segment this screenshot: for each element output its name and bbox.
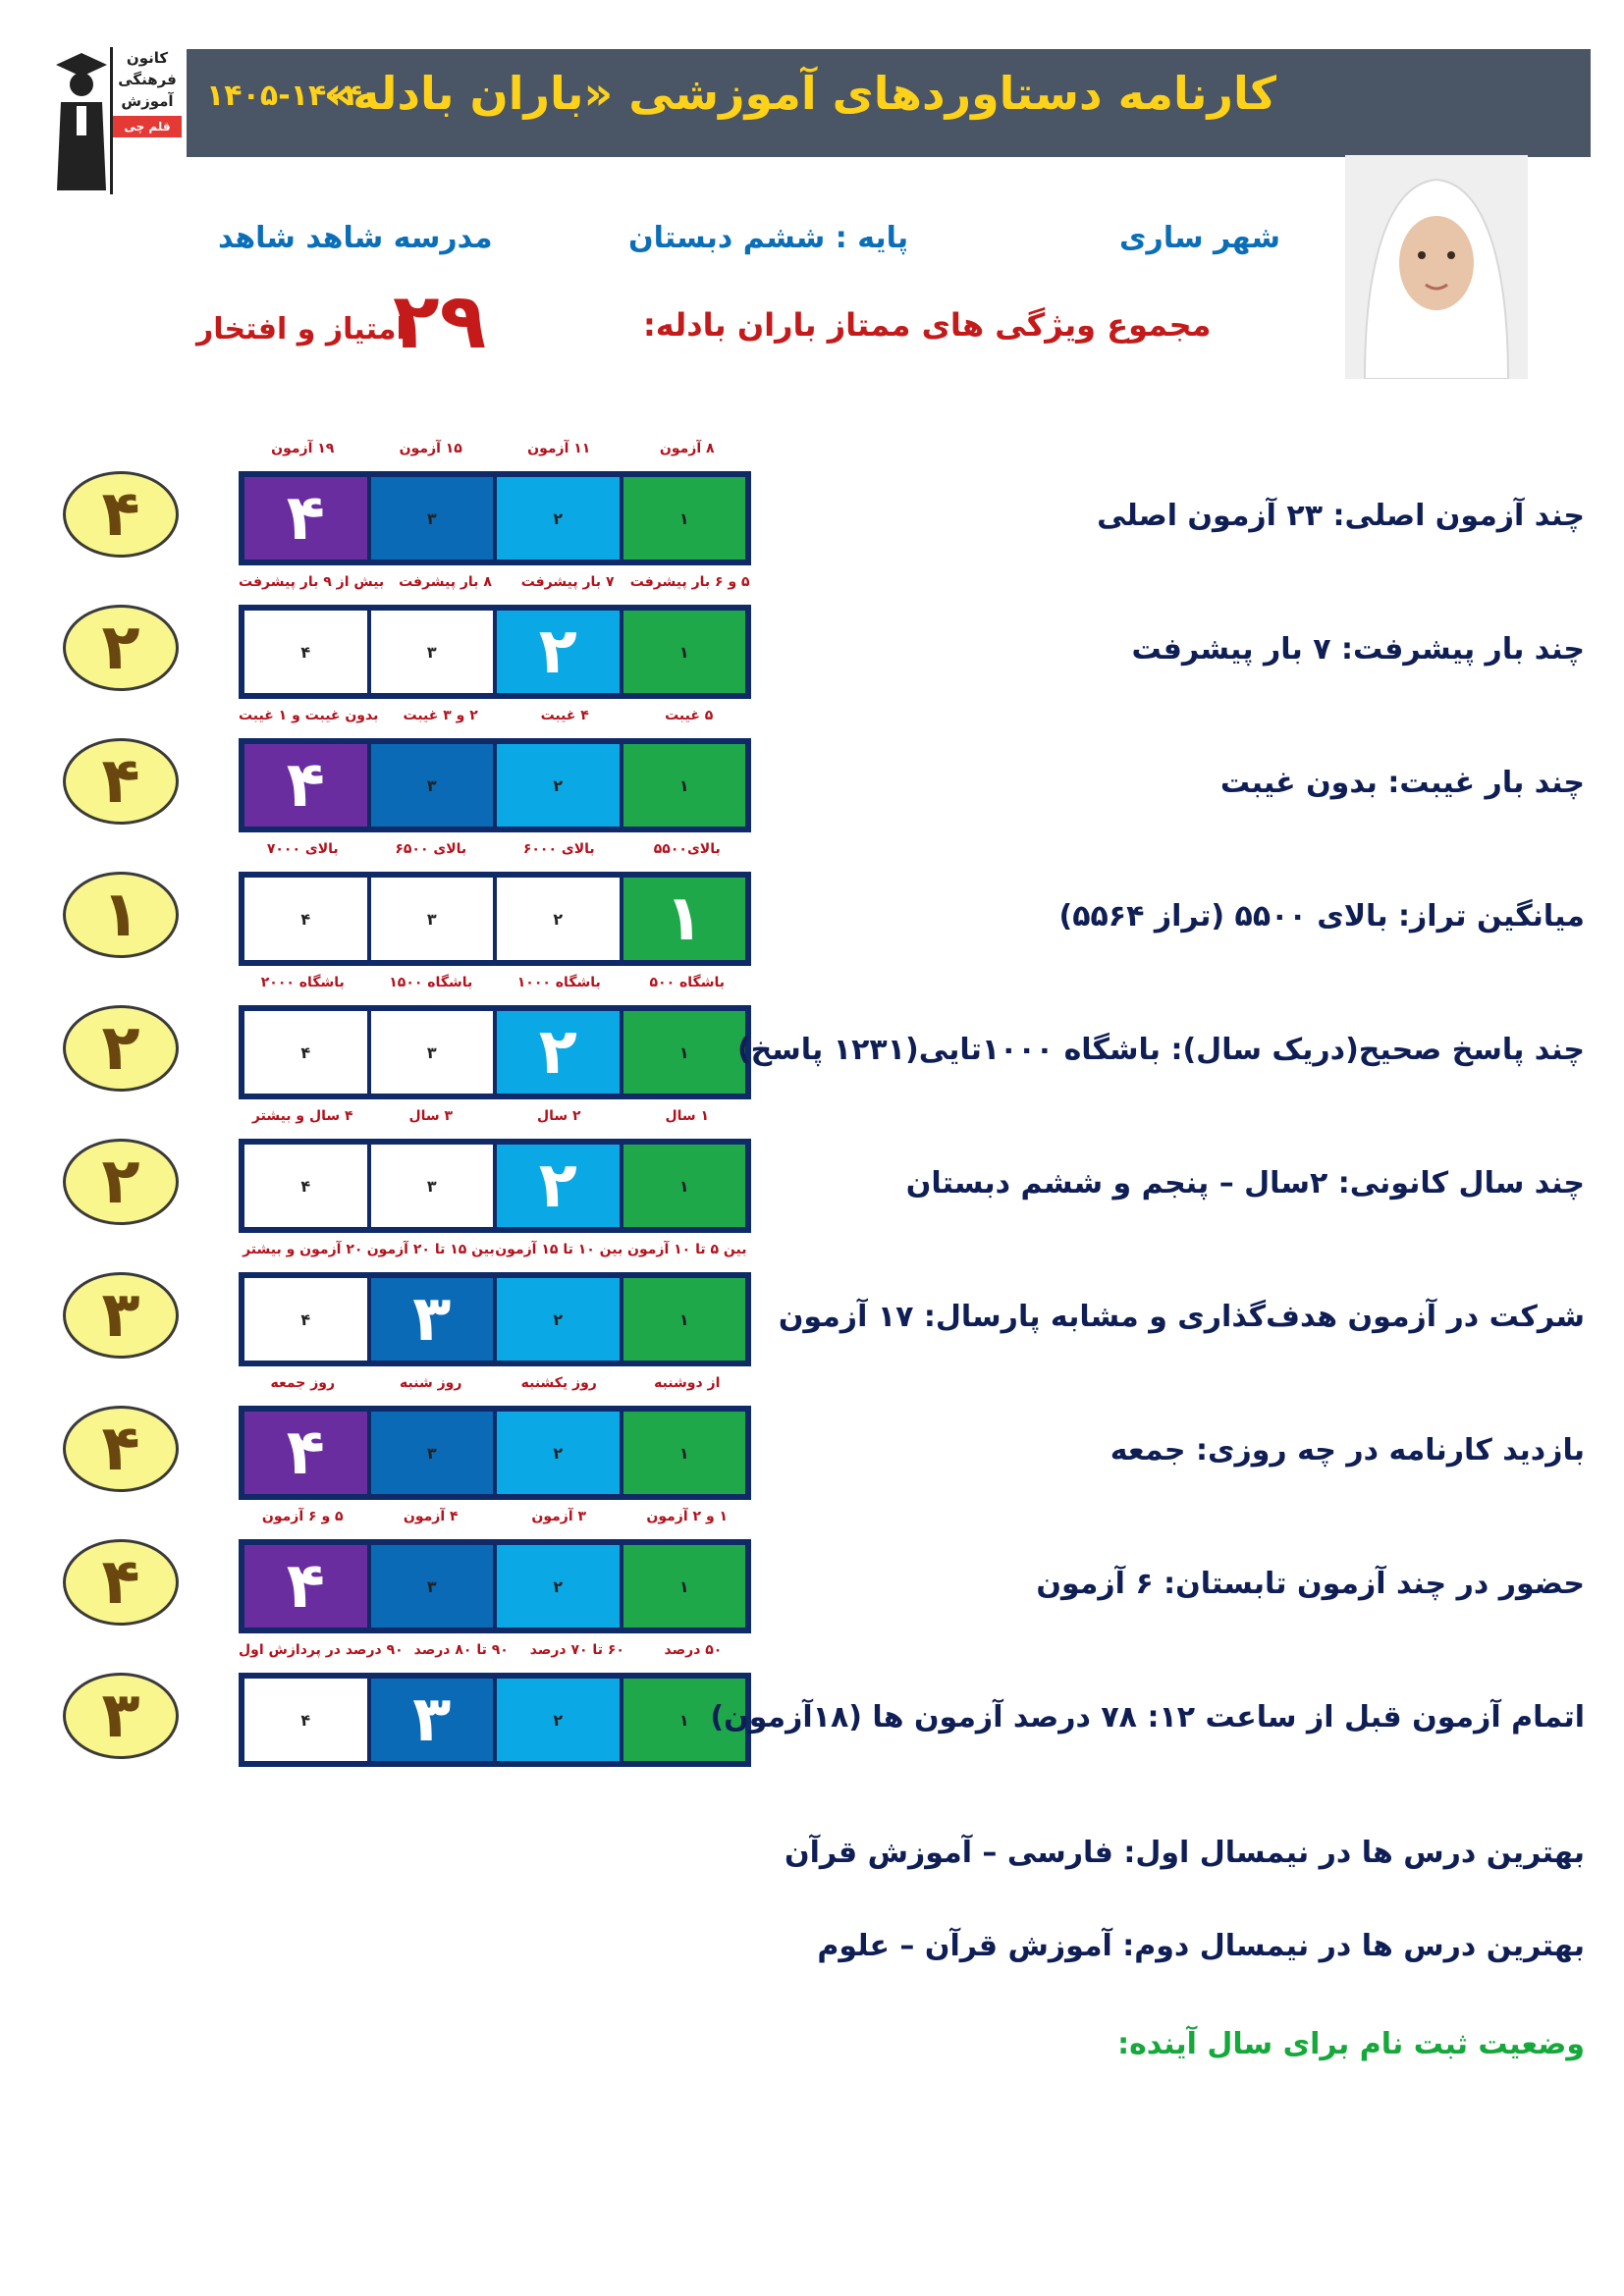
score-bubble: ۲ xyxy=(63,1005,179,1092)
level-header: ۵۰ درصد xyxy=(664,1642,723,1658)
kanoon-logo xyxy=(51,47,179,194)
level-header: ۱۱ آزمون xyxy=(527,441,591,456)
level-cell: ۲ xyxy=(497,1011,620,1094)
level-cell: ۳ xyxy=(371,878,494,960)
level-header: بدون غیبت و ۱ غیبت xyxy=(238,708,379,723)
level-headers xyxy=(239,1633,751,1667)
level-headers xyxy=(239,565,751,599)
achievement-row xyxy=(0,1633,1624,1761)
level-cell: ۳ xyxy=(371,744,494,827)
level-cell: ۱ xyxy=(623,1011,746,1094)
logo-line-2: فرهنگی xyxy=(118,71,177,88)
level-header: ۴ غیبت xyxy=(540,708,589,723)
student-city: شهر ساری xyxy=(1119,221,1280,255)
level-headers xyxy=(239,832,751,866)
achievement-label: میانگین تراز: بالای ۵۵۰۰ (تراز ۵۵۶۴) xyxy=(1058,899,1585,934)
honor-label: امتیاز و افتخار xyxy=(196,312,406,347)
level-header: بین ۱۰ تا ۱۵ آزمون xyxy=(495,1242,623,1257)
achievement-label: حضور در چند آزمون تابستان: ۶ آزمون xyxy=(1036,1567,1585,1601)
total-label: مجموع ویژگی های ممتاز باران بادله: xyxy=(643,306,1212,344)
level-cell: ۴ xyxy=(244,878,367,960)
level-header: باشگاه ۱۰۰۰ xyxy=(516,975,601,990)
achievement-row xyxy=(0,432,1624,560)
level-header: ۱۹ آزمون xyxy=(271,441,335,456)
level-cell: ۴ xyxy=(244,1679,367,1761)
level-cell: ۴ xyxy=(244,611,367,693)
level-cell: ۴ xyxy=(244,477,367,560)
level-header: ۵ غیبت xyxy=(665,708,714,723)
level-headers xyxy=(239,699,751,732)
logo-tag: قلم چی xyxy=(113,116,182,137)
achievement-row xyxy=(0,1233,1624,1361)
level-cell: ۲ xyxy=(497,1545,620,1628)
level-header: ۹۰ درصد در پردازش اول xyxy=(239,1642,404,1658)
level-cell: ۴ xyxy=(244,1412,367,1494)
level-headers xyxy=(239,1366,751,1400)
level-cell: ۳ xyxy=(371,611,494,693)
level-cell: ۳ xyxy=(371,1145,494,1227)
level-cell: ۴ xyxy=(244,1545,367,1628)
level-grid xyxy=(239,1539,751,1633)
level-header: ۹۰ تا ۸۰ درصد xyxy=(413,1642,509,1658)
achievement-row xyxy=(0,1099,1624,1227)
score-bubble: ۴ xyxy=(63,1406,179,1492)
level-grid xyxy=(239,605,751,699)
achievement-label: چند سال کانونی: ۲سال – پنجم و ششم دبستان xyxy=(905,1166,1585,1201)
level-cell: ۴ xyxy=(244,1278,367,1361)
achievement-row xyxy=(0,966,1624,1094)
level-cell: ۱ xyxy=(623,1145,746,1227)
level-header: بیش از ۹ بار پیشرفت xyxy=(239,574,385,590)
level-header: ۱ و ۲ آزمون xyxy=(646,1509,729,1524)
level-cell: ۱ xyxy=(623,1679,746,1761)
level-grid xyxy=(239,1139,751,1233)
level-header: ۴ آزمون xyxy=(403,1509,459,1524)
level-cell: ۳ xyxy=(371,1278,494,1361)
achievement-label: شرکت در آزمون هدف‌گذاری و مشابه پارسال: ۱۷ آزمون xyxy=(778,1300,1585,1334)
level-cell: ۳ xyxy=(371,1011,494,1094)
level-cell: ۲ xyxy=(497,1278,620,1361)
level-cell: ۱ xyxy=(623,611,746,693)
level-cell: ۲ xyxy=(497,744,620,827)
level-cell: ۳ xyxy=(371,1412,494,1494)
level-header: بالای۵۵۰۰ xyxy=(653,841,721,857)
score-bubble: ۲ xyxy=(63,605,179,691)
level-header: ۸ بار پیشرفت xyxy=(399,574,492,590)
achievement-label: چند بار پیشرفت: ۷ بار پیشرفت xyxy=(1131,632,1585,667)
level-header: ۵ و ۶ آزمون xyxy=(261,1509,344,1524)
achievement-label: چند بار غیبت: بدون غیبت xyxy=(1219,766,1585,800)
student-photo xyxy=(1345,155,1528,379)
level-header: بالای ۶۰۰۰ xyxy=(522,841,595,857)
level-cell: ۲ xyxy=(497,477,620,560)
level-header: باشگاه ۱۵۰۰ xyxy=(389,975,473,990)
level-header: بالای ۶۵۰۰ xyxy=(395,841,467,857)
level-header: بین ۱۵ تا ۲۰ آزمون xyxy=(366,1242,495,1257)
score-bubble: ۱ xyxy=(63,872,179,958)
achievement-row xyxy=(0,1500,1624,1628)
achievement-label: بازدید کارنامه در چه روزی: جمعه xyxy=(1110,1433,1585,1468)
best-subjects-first: بهترین درس ها در نیمسال اول: فارسی – آموزش قرآن xyxy=(785,1836,1585,1870)
level-grid xyxy=(239,471,751,565)
level-header: بالای ۷۰۰۰ xyxy=(266,841,339,857)
level-cell: ۱ xyxy=(623,477,746,560)
score-bubble: ۴ xyxy=(63,471,179,558)
header-banner xyxy=(187,49,1591,157)
level-header: روز جمعه xyxy=(270,1375,336,1391)
level-header: از دوشنبه xyxy=(654,1375,721,1391)
achievement-row xyxy=(0,565,1624,693)
level-header: ۴ سال و بیشتر xyxy=(251,1108,353,1124)
student-school: مدرسه شاهد شاهد xyxy=(218,221,493,255)
level-header: ۲ سال xyxy=(536,1108,581,1124)
level-header: روز یکشنبه xyxy=(520,1375,597,1391)
level-cell: ۲ xyxy=(497,1412,620,1494)
level-cell: ۳ xyxy=(371,1545,494,1628)
level-headers xyxy=(239,1233,751,1266)
level-cell: ۲ xyxy=(497,878,620,960)
score-bubble: ۳ xyxy=(63,1673,179,1759)
achievement-row xyxy=(0,1366,1624,1494)
level-cell: ۱ xyxy=(623,878,746,960)
best-subjects-second: بهترین درس ها در نیمسال دوم: آموزش قرآن – علوم xyxy=(817,1929,1585,1963)
achievement-row xyxy=(0,832,1624,960)
level-header: ۶۰ تا ۷۰ درصد xyxy=(529,1642,624,1658)
level-header: ۳ سال xyxy=(408,1108,454,1124)
level-headers xyxy=(239,1500,751,1533)
level-cell: ۳ xyxy=(371,477,494,560)
level-cell: ۲ xyxy=(497,611,620,693)
score-bubble: ۳ xyxy=(63,1272,179,1359)
achievement-label: چند پاسخ صحیح(دریک سال): باشگاه ۱۰۰۰تایی(۱۲۳۱ پاسخ) xyxy=(736,1033,1585,1067)
level-cell: ۱ xyxy=(623,1545,746,1628)
level-header: ۳ آزمون xyxy=(531,1509,587,1524)
level-grid xyxy=(239,738,751,832)
level-cell: ۲ xyxy=(497,1145,620,1227)
score-bubble: ۲ xyxy=(63,1139,179,1225)
level-cell: ۱ xyxy=(623,1412,746,1494)
level-header: بین ۵ تا ۱۰ آزمون xyxy=(627,1242,747,1257)
level-grid xyxy=(239,1406,751,1500)
level-header: ۵ و ۶ بار پیشرفت xyxy=(629,574,750,590)
level-grid xyxy=(239,1005,751,1099)
logo-text xyxy=(110,47,182,194)
score-bubble: ۴ xyxy=(63,1539,179,1626)
achievement-label: اتمام آزمون قبل از ساعت ۱۲: ۷۸ درصد آزمون ها (۱۸آزمون) xyxy=(710,1700,1585,1735)
level-grid xyxy=(239,1673,751,1767)
achievement-label: چند آزمون اصلی: ۲۳ آزمون اصلی xyxy=(1097,499,1585,533)
graduate-icon xyxy=(51,47,112,194)
level-grid xyxy=(239,1272,751,1366)
total-score: ۲۹ xyxy=(393,278,487,366)
student-grade: پایه : ششم دبستان xyxy=(628,221,909,255)
level-headers xyxy=(239,966,751,999)
achievement-row xyxy=(0,699,1624,827)
student-portrait-icon xyxy=(1345,155,1528,379)
level-header: ۱۵ آزمون xyxy=(399,441,462,456)
level-cell: ۴ xyxy=(244,1145,367,1227)
level-header: ۲۰ آزمون و بیشتر xyxy=(243,1242,363,1257)
level-cell: ۳ xyxy=(371,1679,494,1761)
score-bubble: ۴ xyxy=(63,738,179,825)
level-cell: ۴ xyxy=(244,1011,367,1094)
registration-status: وضعیت ثبت نام برای سال آینده: xyxy=(1117,2027,1585,2061)
level-header: ۸ آزمون xyxy=(659,441,715,456)
level-grid xyxy=(239,872,751,966)
level-cell: ۴ xyxy=(244,744,367,827)
level-header: ۲ و ۳ غیبت xyxy=(403,708,478,723)
level-headers xyxy=(239,432,751,465)
level-header: باشگاه ۲۰۰۰ xyxy=(260,975,345,990)
level-header: ۷ بار پیشرفت xyxy=(520,574,615,590)
level-headers xyxy=(239,1099,751,1133)
level-cell: ۱ xyxy=(623,1278,746,1361)
level-header: ۱ سال xyxy=(665,1108,710,1124)
level-header: باشگاه ۵۰۰ xyxy=(649,975,725,990)
logo-line-1: کانون xyxy=(126,49,169,67)
level-cell: ۲ xyxy=(497,1679,620,1761)
academic-years: ۱۴۰۵-۱۴۰۴ xyxy=(206,79,362,113)
level-header: روز شنبه xyxy=(400,1375,462,1391)
level-cell: ۱ xyxy=(623,744,746,827)
page-title: کارنامه دستاوردهای آموزشی «باران بادله» xyxy=(323,67,1276,120)
logo-line-3: آموزش xyxy=(121,92,174,110)
